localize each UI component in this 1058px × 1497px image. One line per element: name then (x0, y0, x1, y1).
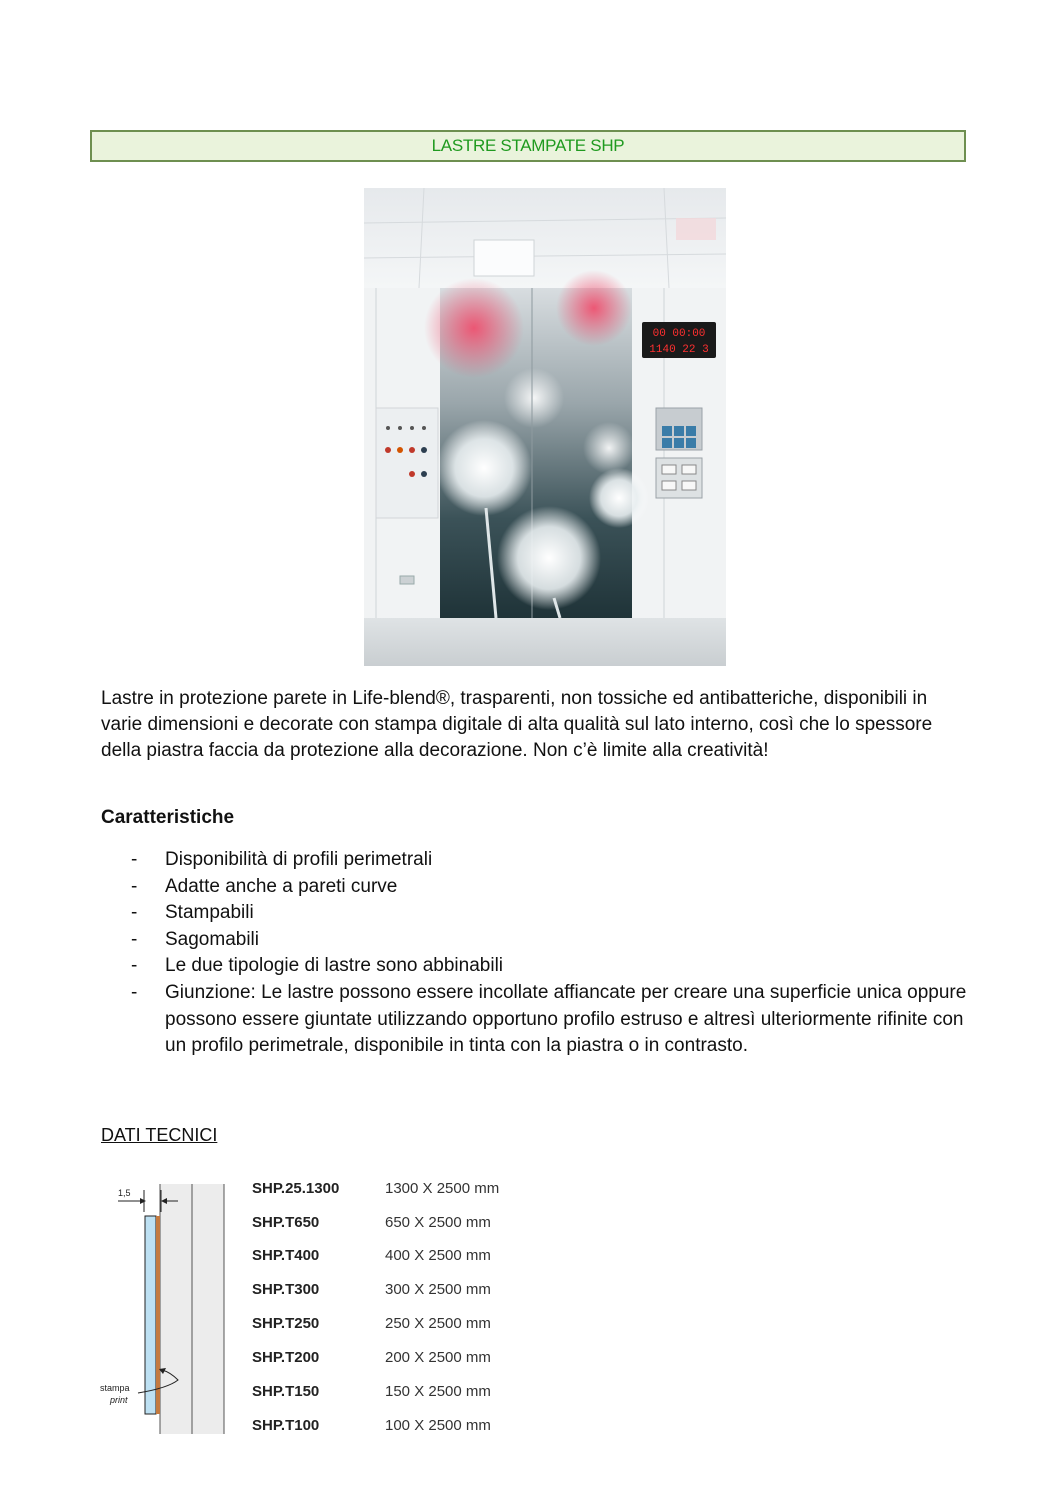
bullet-dash: - (131, 981, 138, 1003)
spec-row (252, 1214, 552, 1234)
spec-size: 150 X 2500 mm (385, 1383, 491, 1400)
spec-code: SHP.T250 (252, 1315, 320, 1332)
spec-size: 300 X 2500 mm (385, 1281, 491, 1298)
section-diagram (98, 1178, 228, 1438)
spec-row (252, 1349, 552, 1369)
list-item (101, 927, 971, 954)
list-item-text: Sagomabili (165, 928, 259, 950)
list-item-text: Stampabili (165, 902, 254, 924)
bullet-dash: - (131, 928, 138, 950)
list-item (101, 874, 971, 901)
spec-code: SHP.T650 (252, 1214, 320, 1231)
list-item-text: Adatte anche a pareti curve (165, 875, 398, 897)
spec-row (252, 1417, 552, 1437)
spec-size: 100 X 2500 mm (385, 1417, 491, 1434)
spec-row (252, 1281, 552, 1301)
spec-code: SHP.T150 (252, 1383, 320, 1400)
features-list (101, 847, 971, 1060)
spec-size: 1300 X 2500 mm (385, 1180, 500, 1197)
title-box (90, 130, 966, 162)
spec-code: SHP.T100 (252, 1417, 320, 1434)
spec-code: SHP.T300 (252, 1281, 320, 1298)
spec-size: 650 X 2500 mm (385, 1214, 491, 1231)
spec-code: SHP.T400 (252, 1247, 320, 1264)
spec-row (252, 1383, 552, 1403)
intro-paragraph: Lastre in protezione parete in Life-blend®, trasparenti, non tossiche ed antibatteriche, disponibili in varie dimensioni e decorate con stampa digitale di alta qualità sul lato interno, così che lo spessore della piastra faccia da protezione alla decorazione. Non c’è limite alla creatività! (101, 688, 933, 761)
spec-row (252, 1247, 552, 1267)
page-title: LASTRE STAMPATE SHP (431, 136, 625, 155)
list-item-text: Giunzione: Le lastre possono essere incollate affiancate per creare una superficie unica oppure possono essere giuntate utilizzando opportuno profilo estruso e altresì ulteriormente rifinite con un profilo perimetrale, disponibile in tinta con la piastra o in contrasto. (165, 981, 967, 1057)
list-item-text: Le due tipologie di lastre sono abbinabili (165, 955, 504, 977)
tech-heading: DATI TECNICI (101, 1125, 218, 1145)
spec-code: SHP.T200 (252, 1349, 320, 1366)
wall-panel-illustration (364, 188, 726, 666)
thickness-label: 1,5 (118, 1188, 131, 1198)
bullet-dash: - (131, 849, 138, 870)
spec-row (252, 1315, 552, 1335)
list-item-text: Disponibilità di profili perimetrali (165, 849, 433, 870)
bullet-dash: - (131, 902, 138, 924)
spec-size: 200 X 2500 mm (385, 1349, 491, 1366)
bullet-dash: - (131, 875, 138, 897)
print-label-it: stampa (100, 1383, 130, 1393)
list-item (101, 847, 971, 874)
display-top: 00 00:00 (652, 328, 706, 340)
spec-size: 250 X 2500 mm (385, 1315, 491, 1332)
display-bottom: 1140 22 3 (649, 344, 709, 356)
spec-size: 400 X 2500 mm (385, 1247, 491, 1264)
product-photo (364, 188, 726, 666)
list-item (101, 900, 971, 927)
spec-code: SHP.25.1300 (252, 1180, 340, 1197)
print-label-en: print (110, 1395, 128, 1405)
list-item (101, 980, 971, 1060)
spec-row (252, 1180, 552, 1200)
bullet-dash: - (131, 955, 138, 977)
list-item (101, 953, 971, 980)
features-heading: Caratteristiche (101, 807, 235, 828)
